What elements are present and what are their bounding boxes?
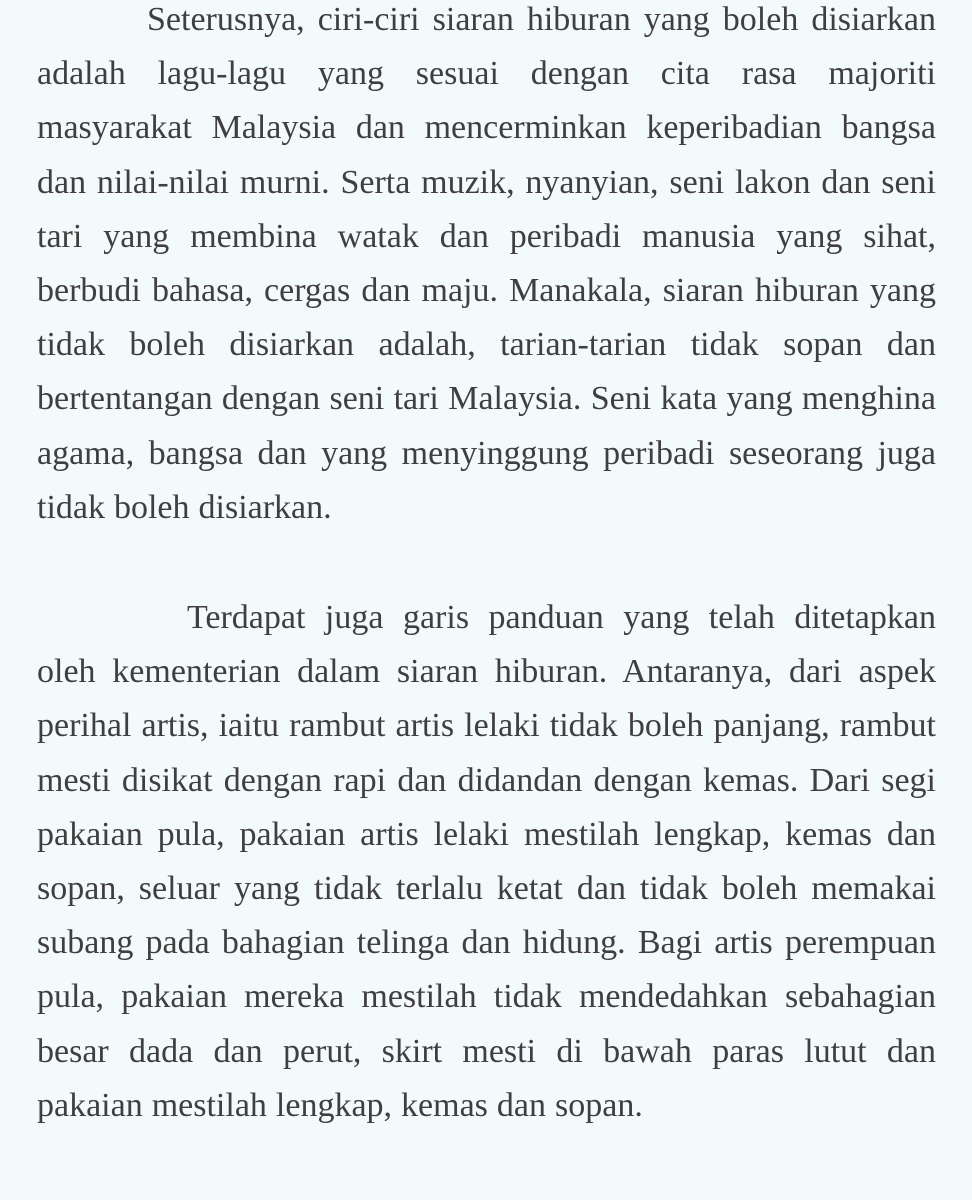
- paragraph-ministry-guidelines: Terdapat juga garis panduan yang telah ditetapkan oleh kementerian dalam siaran hiburan. Antaranya, dari aspek perihal artis, iaitu rambut artis lelaki tidak boleh panjang, rambut mesti disikat dengan rapi dan didandan dengan kemas. Dari segi pakaian pula, pakaian artis lelaki mestilah lengkap, kemas dan sopan, seluar yang tidak terlalu ketat dan tidak boleh memakai subang pada bahagian telinga dan hidung. Bagi artis perempuan pula, pakaian mereka mestilah tidak mendedahkan sebahagian besar dada dan perut, skirt mesti di bawah paras lutut dan pakaian mestilah lengkap, kemas dan sopan.: [37, 599, 936, 1124]
- paragraph-entertainment-broadcast-criteria: Seterusnya, ciri-ciri siaran hiburan yang boleh disiarkan adalah lagu-lagu yang sesuai dengan cita rasa majoriti masyarakat Malaysia dan mencerminkan keperibadian bangsa dan nilai-nilai murni. Serta muzik, nyanyian, seni lakon dan seni tari yang membina watak dan peribadi manusia yang sihat, berbudi bahasa, cergas dan maju. Manakala, siaran hiburan yang tidak boleh disiarkan adalah, tarian-tarian tidak sopan dan bertentangan dengan seni tari Malaysia. Seni kata yang menghina agama, bangsa dan yang menyinggung peribadi seseorang juga tidak boleh disiarkan.: [37, 1, 936, 526]
